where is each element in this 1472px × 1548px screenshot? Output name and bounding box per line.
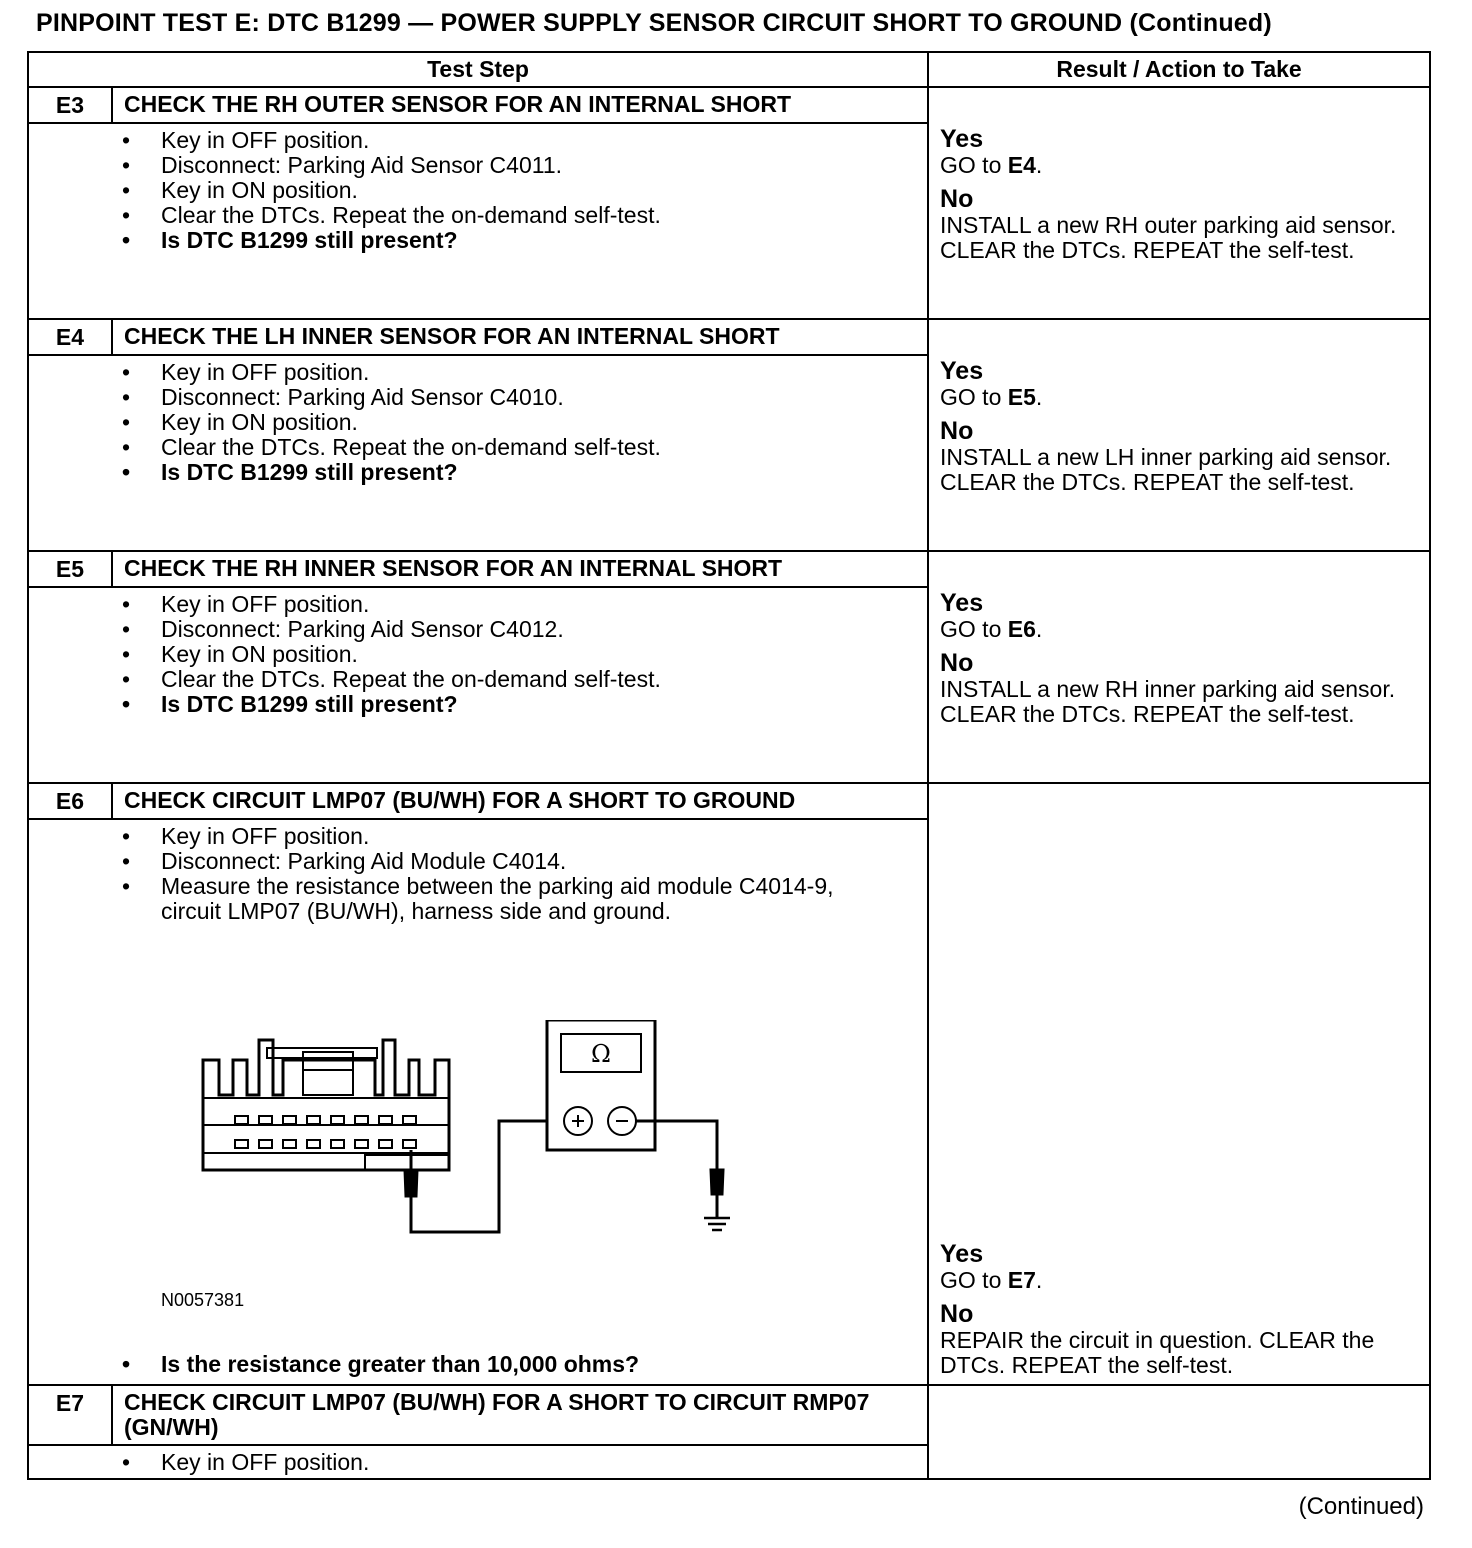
list-item: • Key in OFF position. xyxy=(29,360,927,385)
step-e4-title-row xyxy=(28,319,1430,355)
table-header-row xyxy=(28,52,1430,87)
page-title: PINPOINT TEST E: DTC B1299 — POWER SUPPLY SENSOR CIRCUIT SHORT TO GROUND (Continued) xyxy=(36,9,1272,37)
no-text: INSTALL a new RH outer parking aid sensor. CLEAR the DTCs. REPEAT the self-test. xyxy=(940,212,1397,263)
step-title: CHECK CIRCUIT LMP07 (BU/WH) FOR A SHORT TO GROUND xyxy=(112,783,928,819)
list-item: • Key in ON position. xyxy=(29,410,927,435)
list-item: • Disconnect: Parking Aid Sensor C4010. xyxy=(29,385,927,410)
step-id: E7 xyxy=(28,1385,112,1445)
yes-label: Yes xyxy=(940,1240,984,1268)
step-title: CHECK CIRCUIT LMP07 (BU/WH) FOR A SHORT TO CIRCUIT RMP07 (GN/WH) xyxy=(112,1385,928,1445)
yes-end: . xyxy=(1035,616,1043,642)
step-id: E3 xyxy=(28,87,112,123)
list-item: • Disconnect: Parking Aid Sensor C4011. xyxy=(29,153,927,178)
no-text: INSTALL a new LH inner parking aid sensor. CLEAR the DTCs. REPEAT the self-test. xyxy=(940,444,1392,495)
step-e6-body xyxy=(28,819,928,1385)
step-e3-result xyxy=(928,87,1430,319)
no-label: No xyxy=(940,417,974,445)
list-item: • Clear the DTCs. Repeat the on-demand self-test. xyxy=(29,203,927,228)
yes-label: Yes xyxy=(940,589,984,617)
step-id: E5 xyxy=(28,551,112,587)
step-e7-title-row xyxy=(28,1385,1430,1445)
yes-end: . xyxy=(1035,152,1043,178)
step-id: E6 xyxy=(28,783,112,819)
header-test-step: Test Step xyxy=(28,52,928,87)
step-e7-body xyxy=(28,1445,928,1479)
step-id: E4 xyxy=(28,319,112,355)
step-e5-title-row xyxy=(28,551,1430,587)
yes-end: . xyxy=(1035,1267,1043,1293)
list-item: • Key in OFF position. xyxy=(29,1450,927,1475)
pinpoint-test-table xyxy=(27,51,1431,1480)
step-e3-body xyxy=(28,123,928,319)
list-item: • Disconnect: Parking Aid Module C4014. xyxy=(29,849,927,874)
yes-text: GO to xyxy=(940,152,1008,178)
yes-target: E7 xyxy=(1007,1267,1036,1293)
list-item: • Measure the resistance between the parking aid module C4014-9, circuit LMP07 (BU/WH), harness side and ground. xyxy=(29,874,927,924)
yes-target: E5 xyxy=(1007,384,1036,410)
step-title: CHECK THE LH INNER SENSOR FOR AN INTERNAL SHORT xyxy=(112,319,928,355)
yes-target: E6 xyxy=(1007,616,1036,642)
probe-positive xyxy=(405,1121,547,1232)
step-question: • Is DTC B1299 still present? xyxy=(29,460,927,485)
step-title: CHECK THE RH OUTER SENSOR FOR AN INTERNAL SHORT xyxy=(112,87,928,123)
step-e5-body xyxy=(28,587,928,783)
no-label: No xyxy=(940,649,974,677)
yes-label: Yes xyxy=(940,125,984,153)
no-label: No xyxy=(940,185,974,213)
step-e4-result xyxy=(928,319,1430,551)
list-item: • Key in OFF position. xyxy=(29,592,927,617)
list-item: • Disconnect: Parking Aid Sensor C4012. xyxy=(29,617,927,642)
step-question: • Is DTC B1299 still present? xyxy=(29,692,927,717)
list-item: • Key in OFF position. xyxy=(29,128,927,153)
resistance-measurement-diagram xyxy=(197,1020,757,1260)
step-e5-result xyxy=(928,551,1430,783)
no-label: No xyxy=(940,1300,974,1328)
yes-text: GO to xyxy=(940,384,1008,410)
probe-ground xyxy=(636,1121,723,1218)
no-text: INSTALL a new RH inner parking aid sensor. CLEAR the DTCs. REPEAT the self-test. xyxy=(940,676,1396,727)
step-e4-body xyxy=(28,355,928,551)
continued-label: (Continued) xyxy=(1298,1493,1424,1520)
yes-target: E4 xyxy=(1007,152,1036,178)
step-question: • Is DTC B1299 still present? xyxy=(29,228,927,253)
list-item: • Key in OFF position. xyxy=(29,824,927,849)
step-e3-title-row xyxy=(28,87,1430,123)
step-e6-result xyxy=(928,783,1430,1385)
step-title: CHECK THE RH INNER SENSOR FOR AN INTERNAL SHORT xyxy=(112,551,928,587)
yes-end: . xyxy=(1035,384,1043,410)
step-question: • Is the resistance greater than 10,000 ohms? xyxy=(29,1352,927,1377)
list-item: • Key in ON position. xyxy=(29,642,927,667)
yes-text: GO to xyxy=(940,1267,1008,1293)
step-e7-result xyxy=(928,1385,1430,1479)
list-item: • Key in ON position. xyxy=(29,178,927,203)
ground-icon xyxy=(704,1218,730,1230)
step-e6-title-row xyxy=(28,783,1430,819)
header-result: Result / Action to Take xyxy=(928,52,1430,87)
list-item: • Clear the DTCs. Repeat the on-demand self-test. xyxy=(29,435,927,460)
list-item: • Clear the DTCs. Repeat the on-demand self-test. xyxy=(29,667,927,692)
ohm-symbol: Ω xyxy=(591,1040,611,1068)
yes-text: GO to xyxy=(940,616,1008,642)
figure-code: N0057381 xyxy=(161,1290,245,1310)
no-text: REPAIR the circuit in question. CLEAR the DTCs. REPEAT the self-test. xyxy=(940,1327,1375,1378)
yes-label: Yes xyxy=(940,357,984,385)
